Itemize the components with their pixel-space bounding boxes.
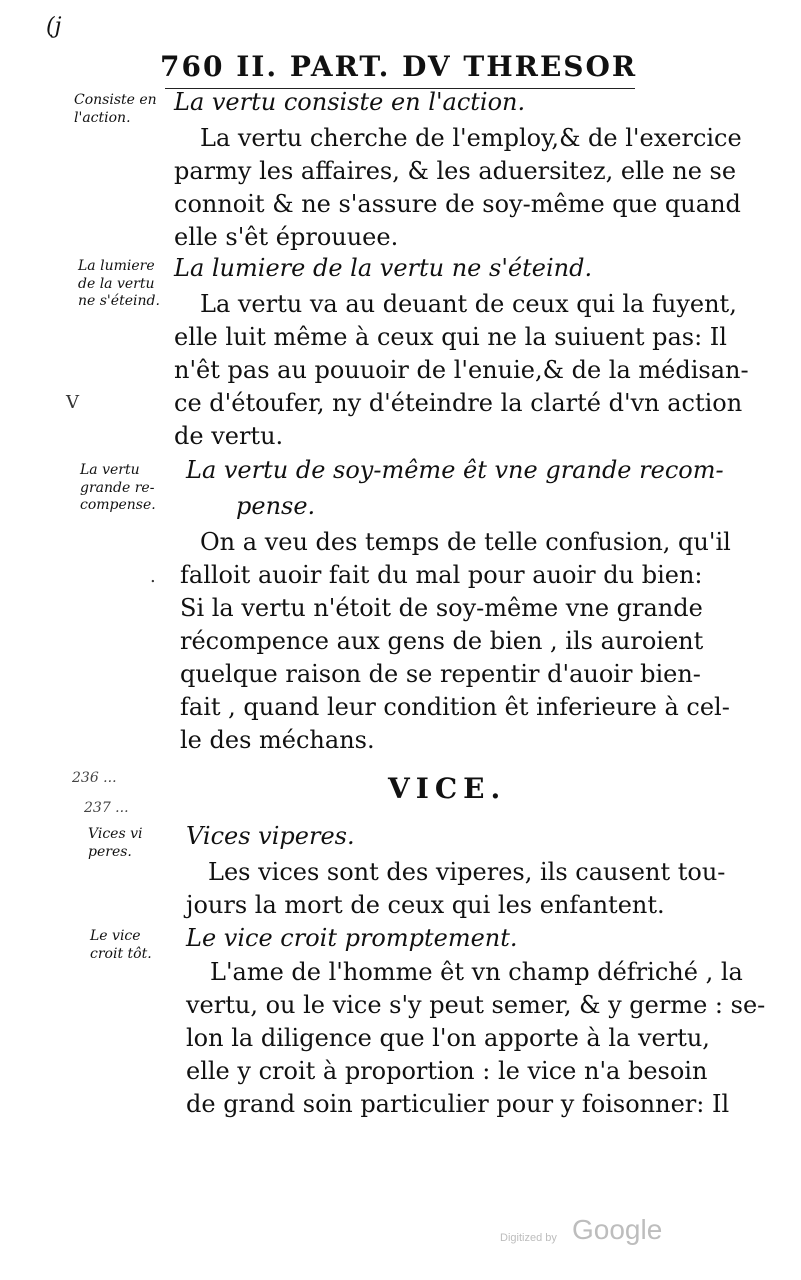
margin-note-line: de la vertu: [78, 275, 155, 292]
margin-note-vices-viperes: [88, 826, 143, 861]
pencil-note: 237 ...: [84, 800, 129, 816]
body-line: elle y croit à proportion : le vice n'a besoin: [186, 1057, 708, 1085]
stray-mark: .: [150, 566, 156, 587]
section-heading-vertu-action: La vertu consiste en l'action.: [174, 88, 526, 116]
stray-mark: V: [66, 392, 79, 413]
google-logo: Google: [572, 1214, 663, 1245]
margin-note-line: peres.: [88, 843, 132, 860]
margin-note-line: Consiste en: [74, 92, 157, 108]
body-line: L'ame de l'homme êt vn champ défriché , la: [210, 958, 743, 986]
body-line: connoit & ne s'assure de soy-même que quand: [174, 190, 741, 218]
body-line: parmy les affaires, & les aduersitez, elle ne se: [174, 157, 737, 185]
body-line: falloit auoir fait du mal pour auoir du bien:: [180, 561, 703, 589]
body-line: ce d'étoufer, ny d'éteindre la clarté d'vn action: [174, 389, 743, 417]
section-heading-lumiere: La lumiere de la vertu ne s'éteind.: [174, 254, 593, 282]
section-heading-recompense: La vertu de soy-même êt vne grande recom-: [186, 456, 724, 484]
chapter-title-vice: VICE.: [388, 772, 507, 805]
body-line: le des méchans.: [180, 726, 375, 754]
body-line: lon la diligence que l'on apporte à la vertu,: [186, 1024, 710, 1052]
body-line: n'êt pas au pouuoir de l'enuie,& de la médisan-: [174, 356, 749, 384]
section-heading-recompense-cont: pense.: [236, 492, 316, 520]
margin-note-vice-croit: [90, 928, 152, 963]
body-line: elle s'êt éprouuee.: [174, 223, 399, 251]
margin-note-line: La vertu: [80, 462, 140, 478]
margin-note-line: croit tôt.: [90, 945, 152, 962]
body-line: Les vices sont des viperes, ils causent tou-: [208, 858, 726, 886]
margin-note-line: ne s'éteind.: [78, 293, 160, 309]
pencil-note: 236 ...: [72, 770, 117, 786]
margin-note-line: grande re-: [80, 479, 155, 496]
running-header: 760 II. PART. DV THRESOR: [160, 50, 638, 83]
body-line: Si la vertu n'étoit de soy-même vne grande: [180, 594, 703, 622]
corner-mark: (j: [46, 14, 62, 39]
margin-note-recompense: [80, 462, 156, 515]
body-line: La vertu cherche de l'employ,& de l'exercice: [200, 124, 742, 152]
body-line: elle luit même à ceux qui ne la suiuent pas: Il: [174, 323, 727, 351]
margin-note-consiste: [74, 92, 157, 127]
body-line: fait , quand leur condition êt inferieure à cel-: [180, 693, 730, 721]
body-line: de vertu.: [174, 422, 284, 450]
margin-note-line: Le vice: [90, 928, 141, 944]
margin-note-line: l'action.: [74, 109, 131, 126]
section-heading-vice-croit: Le vice croit promptement.: [186, 924, 518, 952]
section-heading-vices-viperes: Vices viperes.: [186, 822, 355, 850]
body-line: On a veu des temps de telle confusion, qu'il: [200, 528, 731, 556]
watermark-digitized: Digitized by: [500, 1232, 557, 1244]
margin-note-line: compense.: [80, 497, 156, 513]
margin-note-lumiere: [78, 258, 160, 311]
margin-note-line: Vices vi: [88, 826, 143, 842]
body-line: jours la mort de ceux qui les enfantent.: [186, 891, 665, 919]
body-line: vertu, ou le vice s'y peut semer, & y germe : se-: [186, 991, 766, 1019]
body-line: La vertu va au deuant de ceux qui la fuyent,: [200, 290, 737, 318]
body-line: de grand soin particulier pour y foisonner: Il: [186, 1090, 730, 1118]
margin-note-line: La lumiere: [78, 258, 155, 274]
body-line: récompence aux gens de bien , ils auroient: [180, 627, 704, 655]
body-line: quelque raison de se repentir d'auoir bien-: [180, 660, 701, 688]
